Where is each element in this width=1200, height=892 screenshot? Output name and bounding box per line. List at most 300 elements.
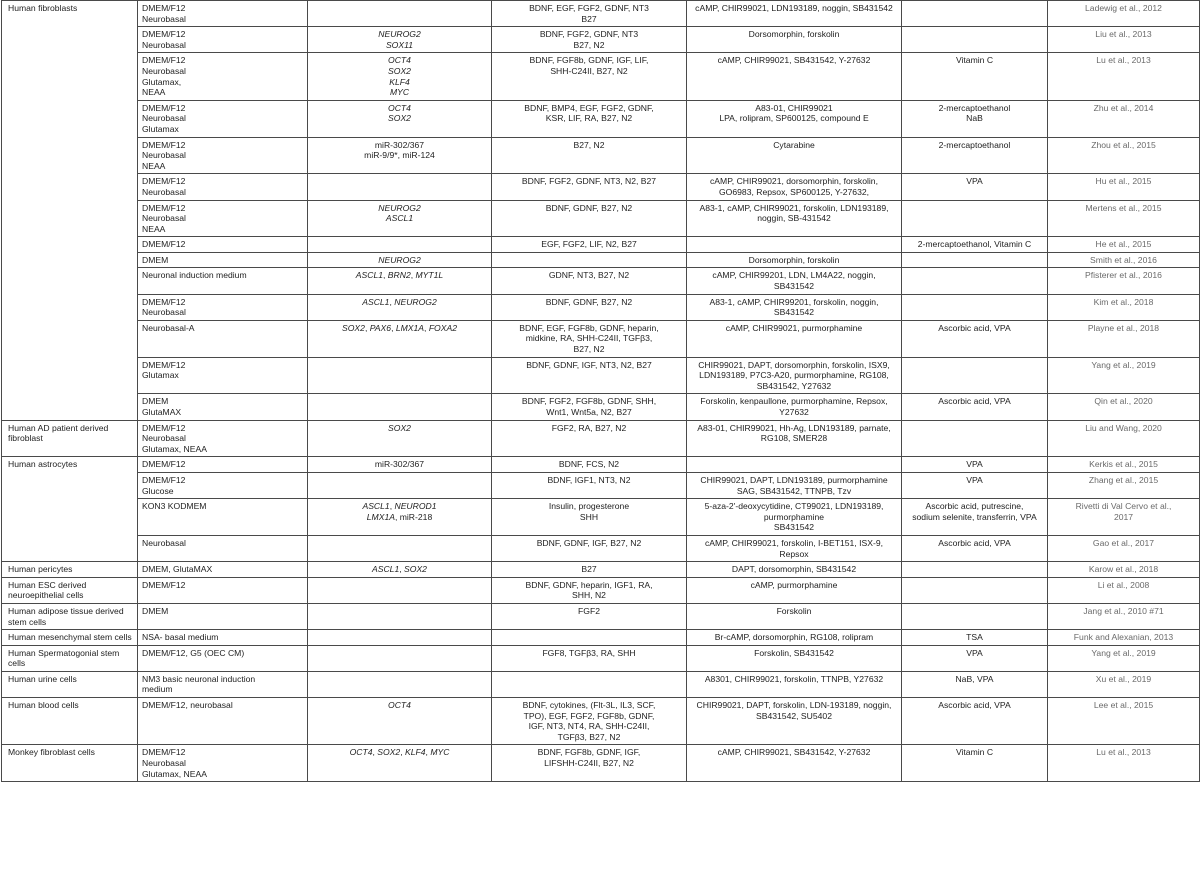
table-row	[2, 1, 1200, 27]
cell-line: SHH, N2	[572, 590, 606, 601]
table-row	[2, 671, 1200, 697]
medium-cell	[138, 457, 308, 473]
genes-cell	[308, 472, 492, 498]
gene-segment: OCT4	[349, 747, 373, 758]
source-text: Human mesenchymal stem cells	[8, 632, 132, 643]
gene-line	[312, 203, 487, 214]
genes-cell	[308, 745, 492, 782]
source-text: Human blood cells	[8, 700, 79, 711]
factors-cell	[492, 357, 687, 394]
molecules-cell	[687, 394, 902, 420]
medium-cell	[138, 200, 308, 237]
genes-cell	[308, 671, 492, 697]
gene-segment: ,	[364, 322, 370, 333]
cell-line: DMEM/F12	[142, 3, 186, 13]
table-row	[2, 630, 1200, 646]
cell-line: KON3 KODMEM	[142, 501, 207, 512]
other-cell	[902, 645, 1048, 671]
gene-segment: SOX2	[388, 113, 411, 124]
cell-line: Glucose	[142, 485, 174, 496]
factors-cell	[492, 294, 687, 320]
gene-segment: ,	[389, 296, 395, 307]
cell-line: CHIR99021, DAPT, dorsomorphin, forskolin, ISX9,	[698, 359, 890, 370]
molecules-cell	[687, 562, 902, 578]
cell-line: Neurobasal	[142, 537, 186, 548]
molecules-cell	[687, 294, 902, 320]
factors-cell	[492, 472, 687, 498]
factors-cell	[492, 603, 687, 629]
molecules-cell	[687, 671, 902, 697]
factors-cell	[492, 174, 687, 200]
cell-line: Repsox	[779, 548, 809, 559]
medium-cell	[138, 394, 308, 420]
other-cell	[902, 499, 1048, 536]
cell-line: BDNF, FGF2, GDNF, NT3	[539, 29, 639, 40]
reference-cell	[1048, 237, 1200, 253]
genes-cell	[308, 457, 492, 473]
gene-segment: OCT4	[388, 55, 411, 66]
genes-cell	[308, 100, 492, 137]
medium-cell	[138, 499, 308, 536]
medium-cell	[138, 472, 308, 498]
cell-line: LPA, rolipram, SP600125, compound E	[719, 113, 869, 124]
cell-line: VPA	[966, 647, 983, 658]
cell-line: DMEM/F12	[142, 102, 186, 113]
source-cell	[2, 671, 138, 697]
gene-segment: MYT1L	[415, 270, 444, 281]
gene-line	[312, 323, 487, 334]
factors-cell	[492, 630, 687, 646]
factors-cell	[492, 457, 687, 473]
gene-segment: ,	[389, 501, 395, 512]
source-cell	[2, 603, 138, 629]
cell-line: A83-01, CHIR99021	[755, 102, 833, 113]
cell-line: Kim et al., 2018	[1093, 296, 1154, 307]
factors-cell	[492, 645, 687, 671]
cell-line: cAMP, CHIR99021, SB431542, Y-27632	[717, 747, 871, 758]
cell-line: DMEM/F12, G5 (OEC CM)	[142, 647, 245, 658]
cell-line: Gao et al., 2017	[1092, 537, 1155, 548]
reference-cell	[1048, 630, 1200, 646]
cell-line: NaB, VPA	[955, 673, 994, 684]
cell-line: NEAA	[142, 223, 166, 234]
cell-line: Neurobasal	[142, 213, 186, 224]
medium-cell	[138, 237, 308, 253]
gene-segment: , miR-218	[394, 511, 433, 522]
reference-cell	[1048, 53, 1200, 100]
genes-cell	[308, 27, 492, 53]
cell-line: BDNF, IGF1, NT3, N2	[547, 474, 631, 485]
cell-line: DMEM/F12	[142, 55, 186, 66]
source-text: Human urine cells	[8, 673, 77, 684]
cell-line: BDNF, FGF2, FGF8b, GDNF, SHH,	[521, 396, 657, 407]
gene-line	[312, 564, 487, 575]
molecules-cell	[687, 745, 902, 782]
source-cell	[2, 1, 138, 421]
molecules-cell	[687, 472, 902, 498]
cell-line: BDNF, FGF8b, GDNF, IGF,	[537, 747, 641, 758]
table-body	[2, 1, 1200, 782]
cell-line: BDNF, FGF8b, GDNF, IGF, LIF,	[529, 55, 649, 66]
source-text: Monkey fibroblast cells	[8, 747, 95, 758]
factors-cell	[492, 394, 687, 420]
factors-cell	[492, 320, 687, 357]
gene-line	[312, 103, 487, 114]
cell-line: Neurobasal	[142, 307, 186, 318]
cell-line: SHH	[579, 511, 599, 522]
cell-line: FGF2	[578, 605, 600, 616]
genes-cell	[308, 535, 492, 561]
genes-cell	[308, 420, 492, 457]
reprogramming-protocols-table	[1, 0, 1200, 782]
cell-line: Qin et al., 2020	[1094, 396, 1153, 407]
cell-line: cAMP, CHIR99021, forskolin, I-BET151, ISX-9,	[705, 537, 883, 548]
cell-line: LDN193189, P7C3-A20, purmorphamine, RG108,	[699, 370, 889, 381]
genes-cell	[308, 320, 492, 357]
gene-line	[312, 270, 487, 281]
other-cell	[902, 27, 1048, 53]
cell-line: Neurobasal	[142, 758, 186, 769]
cell-line: BDNF, GDNF, heparin, IGF1, RA,	[525, 579, 653, 590]
molecules-cell	[687, 320, 902, 357]
cell-line: cAMP, CHIR99021, dorsomorphin, forskolin,	[710, 176, 878, 187]
source-cell	[2, 562, 138, 578]
gene-line	[312, 29, 487, 40]
cell-line: 2-mercaptoethanol	[938, 139, 1011, 150]
cell-line: midkine, RA, SHH-C24II, TGFβ3,	[525, 333, 653, 344]
cell-line: Cytarabine	[773, 139, 815, 150]
other-cell	[902, 53, 1048, 100]
medium-cell	[138, 562, 308, 578]
medium-cell	[138, 294, 308, 320]
cell-line: TPO), EGF, FGF2, FGF8b, GDNF,	[523, 710, 655, 721]
cell-line: BDNF, GDNF, IGF, NT3, N2, B27	[526, 359, 652, 370]
table-row	[2, 320, 1200, 357]
gene-line	[312, 113, 487, 124]
cell-line: cAMP, purmorphamine	[750, 579, 838, 590]
molecules-cell	[687, 457, 902, 473]
other-cell	[902, 630, 1048, 646]
gene-segment: NEUROG2	[378, 202, 421, 213]
cell-line: Ascorbic acid, VPA	[938, 700, 1011, 711]
factors-cell	[492, 577, 687, 603]
table-row	[2, 252, 1200, 268]
other-cell	[902, 745, 1048, 782]
cell-line: Zhu et al., 2014	[1093, 102, 1154, 113]
cell-line: Neuronal induction medium	[142, 270, 247, 281]
cell-line: Neurobasal	[142, 39, 186, 50]
factors-cell	[492, 100, 687, 137]
table-row	[2, 698, 1200, 745]
source-cell	[2, 457, 138, 562]
gene-line	[312, 512, 487, 523]
cell-line: DMEM/F12	[142, 579, 186, 590]
factors-cell	[492, 268, 687, 294]
gene-segment: SOX2	[388, 65, 411, 76]
cell-line: Br-cAMP, dorsomorphin, RG108, rolipram	[714, 632, 874, 643]
reference-cell	[1048, 535, 1200, 561]
source-cell	[2, 577, 138, 603]
cell-line: Lu et al., 2013	[1096, 55, 1151, 66]
table-row	[2, 27, 1200, 53]
reference-cell	[1048, 200, 1200, 237]
cell-line: NaB	[966, 113, 983, 124]
molecules-cell	[687, 630, 902, 646]
cell-line: BDNF, GDNF, B27, N2	[545, 202, 633, 213]
reference-cell	[1048, 577, 1200, 603]
cell-line: TGFβ3, B27, N2	[557, 731, 621, 742]
other-cell	[902, 100, 1048, 137]
cell-line: 2017	[1113, 511, 1134, 522]
other-cell	[902, 472, 1048, 498]
gene-line	[312, 459, 487, 470]
cell-line: Forskolin	[776, 605, 812, 616]
genes-cell	[308, 562, 492, 578]
factors-cell	[492, 237, 687, 253]
cell-line: Glutamax	[142, 123, 179, 134]
gene-line	[312, 40, 487, 51]
medium-cell	[138, 535, 308, 561]
table-row	[2, 499, 1200, 536]
gene-segment: KLF4	[389, 76, 410, 87]
source-text: Human ESC derived neuroepithelial cells	[8, 579, 87, 601]
cell-line: DMEM	[142, 605, 169, 616]
cell-line: Neurobasal	[142, 13, 186, 24]
cell-line: Glutamax, NEAA	[142, 768, 207, 779]
factors-cell	[492, 745, 687, 782]
molecules-cell	[687, 535, 902, 561]
table-row	[2, 577, 1200, 603]
table-row	[2, 100, 1200, 137]
molecules-cell	[687, 603, 902, 629]
cell-line: Vitamin C	[955, 55, 994, 66]
other-cell	[902, 671, 1048, 697]
cell-line: CHIR99021, DAPT, forskolin, LDN-193189, noggin,	[696, 700, 892, 711]
reference-cell	[1048, 745, 1200, 782]
cell-line: Xu et al., 2019	[1095, 673, 1152, 684]
molecules-cell	[687, 357, 902, 394]
molecules-cell	[687, 174, 902, 200]
cell-line: Glutamax, NEAA	[142, 443, 207, 454]
gene-segment: SOX2	[404, 564, 427, 575]
reference-cell	[1048, 420, 1200, 457]
genes-cell	[308, 200, 492, 237]
cell-line: Neurobasal-A	[142, 322, 195, 333]
gene-segment: ASCL1	[355, 270, 384, 281]
cell-line: FGF8, TGFβ3, RA, SHH	[542, 647, 636, 658]
factors-cell	[492, 562, 687, 578]
reference-cell	[1048, 100, 1200, 137]
gene-segment: LMX1A	[395, 322, 425, 333]
table-row	[2, 603, 1200, 629]
source-cell	[2, 645, 138, 671]
factors-cell	[492, 1, 687, 27]
source-text: Human Spermatogonial stem cells	[8, 647, 120, 669]
gene-segment: NEUROG2	[394, 296, 437, 307]
table-row	[2, 457, 1200, 473]
medium-cell	[138, 671, 308, 697]
gene-segment: OCT4	[388, 102, 411, 113]
cell-line: Pfisterer et al., 2016	[1085, 270, 1162, 281]
cell-line: BDNF, EGF, FGF2, GDNF, NT3	[529, 3, 649, 13]
cell-line: Insulin, progesterone	[548, 501, 630, 512]
gene-line	[312, 700, 487, 711]
other-cell	[902, 268, 1048, 294]
table-row	[2, 53, 1200, 100]
cell-line: VPA	[966, 176, 983, 187]
cell-line: Yang et al., 2019	[1091, 359, 1156, 370]
gene-segment: ,	[383, 270, 388, 281]
reference-cell	[1048, 174, 1200, 200]
cell-line: Yang et al., 2019	[1091, 647, 1156, 658]
other-cell	[902, 137, 1048, 174]
genes-cell	[308, 577, 492, 603]
cell-line: DMEM/F12, neurobasal	[142, 700, 233, 711]
medium-cell	[138, 630, 308, 646]
cell-line: GlutaMAX	[142, 407, 182, 417]
molecules-cell	[687, 100, 902, 137]
cell-line: DMEM/F12	[142, 296, 186, 307]
medium-cell	[138, 174, 308, 200]
cell-line: GDNF, NT3, B27, N2	[548, 270, 630, 281]
reference-cell	[1048, 671, 1200, 697]
factors-cell	[492, 252, 687, 268]
cell-line: Dorsomorphin, forskolin	[748, 254, 840, 265]
cell-line: BDNF, BMP4, EGF, FGF2, GDNF,	[524, 102, 654, 113]
genes-cell	[308, 137, 492, 174]
cell-line: Zhou et al., 2015	[1091, 139, 1156, 150]
other-cell	[902, 698, 1048, 745]
reference-cell	[1048, 137, 1200, 174]
gene-segment: ,	[391, 322, 396, 333]
other-cell	[902, 357, 1048, 394]
genes-cell	[308, 645, 492, 671]
cell-line: Neurobasal	[142, 433, 186, 444]
molecules-cell	[687, 53, 902, 100]
cell-line: Ascorbic acid, putrescine,	[925, 501, 1024, 512]
cell-line: DMEM/F12	[142, 474, 186, 485]
table-row	[2, 268, 1200, 294]
reference-cell	[1048, 268, 1200, 294]
genes-cell	[308, 252, 492, 268]
cell-line: Liu and Wang, 2020	[1085, 422, 1162, 433]
cell-line: He et al., 2015	[1095, 239, 1152, 250]
genes-cell	[308, 630, 492, 646]
cell-line: DMEM/F12	[142, 29, 186, 40]
reference-cell	[1048, 698, 1200, 745]
cell-line: SHH-C24II, B27, N2	[550, 65, 628, 76]
cell-line: TSA	[966, 632, 983, 643]
cell-line: DMEM, GlutaMAX	[142, 564, 213, 575]
table-row	[2, 472, 1200, 498]
cell-line: 2-mercaptoethanol, Vitamin C	[917, 239, 1032, 250]
cell-line: Ascorbic acid, VPA	[938, 322, 1011, 333]
gene-segment: miR-9/9*, miR-124	[364, 150, 435, 161]
other-cell	[902, 603, 1048, 629]
cell-line: EGF, FGF2, LIF, N2, B27	[541, 239, 637, 250]
table-row	[2, 535, 1200, 561]
gene-segment: FOXA2	[428, 322, 457, 333]
gene-line	[312, 66, 487, 77]
gene-segment: LMX1A	[366, 511, 395, 522]
cell-line: SB431542	[773, 307, 815, 318]
cell-line: Rivetti di Val Cervo et al.,	[1075, 501, 1172, 512]
genes-cell	[308, 53, 492, 100]
cell-line: NSA- basal medium	[142, 632, 219, 643]
factors-cell	[492, 27, 687, 53]
gene-segment: MYC	[389, 87, 410, 98]
cell-line: A83-1, cAMP, CHIR99021, forskolin, LDN193189,	[699, 202, 889, 213]
cell-line: CHIR99021, DAPT, LDN193189, purmorphamine	[700, 474, 888, 485]
source-cell	[2, 420, 138, 457]
gene-segment: miR-302/367	[374, 459, 425, 470]
molecules-cell	[687, 1, 902, 27]
cell-line: DMEM/F12	[142, 176, 186, 187]
medium-cell	[138, 645, 308, 671]
molecules-cell	[687, 645, 902, 671]
cell-line: DMEM/F12	[142, 359, 186, 370]
other-cell	[902, 535, 1048, 561]
other-cell	[902, 320, 1048, 357]
factors-cell	[492, 698, 687, 745]
gene-segment: miR-302/367	[374, 139, 425, 150]
other-cell	[902, 457, 1048, 473]
cell-line: BDNF, EGF, FGF8b, GDNF, heparin,	[519, 322, 659, 333]
genes-cell	[308, 1, 492, 27]
factors-cell	[492, 671, 687, 697]
cell-line: BDNF, FCS, N2	[558, 459, 620, 470]
genes-cell	[308, 499, 492, 536]
gene-segment: ,	[425, 747, 431, 758]
cell-line: Smith et al., 2016	[1090, 254, 1157, 265]
cell-line: BDNF, cytokines, (Flt-3L, IL3, SCF,	[522, 700, 656, 711]
cell-line: BDNF, FGF2, GDNF, NT3, N2, B27	[521, 176, 657, 187]
gene-segment: KLF4	[404, 747, 426, 758]
gene-segment: SOX2	[388, 422, 411, 433]
cell-line: DMEM/F12	[142, 202, 186, 213]
cell-line: SB431542, Y27632	[756, 380, 832, 391]
medium-cell	[138, 320, 308, 357]
reference-cell	[1048, 645, 1200, 671]
cell-line: cAMP, CHIR99021, purmorphamine	[725, 322, 863, 333]
medium-cell	[138, 1, 308, 27]
gene-line	[312, 255, 487, 266]
table-row	[2, 294, 1200, 320]
factors-cell	[492, 499, 687, 536]
other-cell	[902, 420, 1048, 457]
gene-segment: SOX2	[377, 747, 401, 758]
genes-cell	[308, 603, 492, 629]
table-row	[2, 645, 1200, 671]
table-row	[2, 562, 1200, 578]
reference-cell	[1048, 294, 1200, 320]
molecules-cell	[687, 27, 902, 53]
cell-line: B27, N2	[573, 39, 605, 50]
gene-segment: ASCL1	[385, 213, 414, 224]
source-cell	[2, 630, 138, 646]
cell-line: SB431542, SU5402	[756, 710, 832, 721]
molecules-cell	[687, 268, 902, 294]
cell-line: SB431542	[773, 281, 815, 292]
cell-line: B27	[581, 564, 597, 575]
molecules-cell	[687, 137, 902, 174]
table-row	[2, 237, 1200, 253]
genes-cell	[308, 698, 492, 745]
cell-line: Mertens et al., 2015	[1085, 202, 1162, 213]
reference-cell	[1048, 457, 1200, 473]
factors-cell	[492, 200, 687, 237]
cell-line: LIFSHH-C24II, B27, N2	[544, 758, 634, 769]
